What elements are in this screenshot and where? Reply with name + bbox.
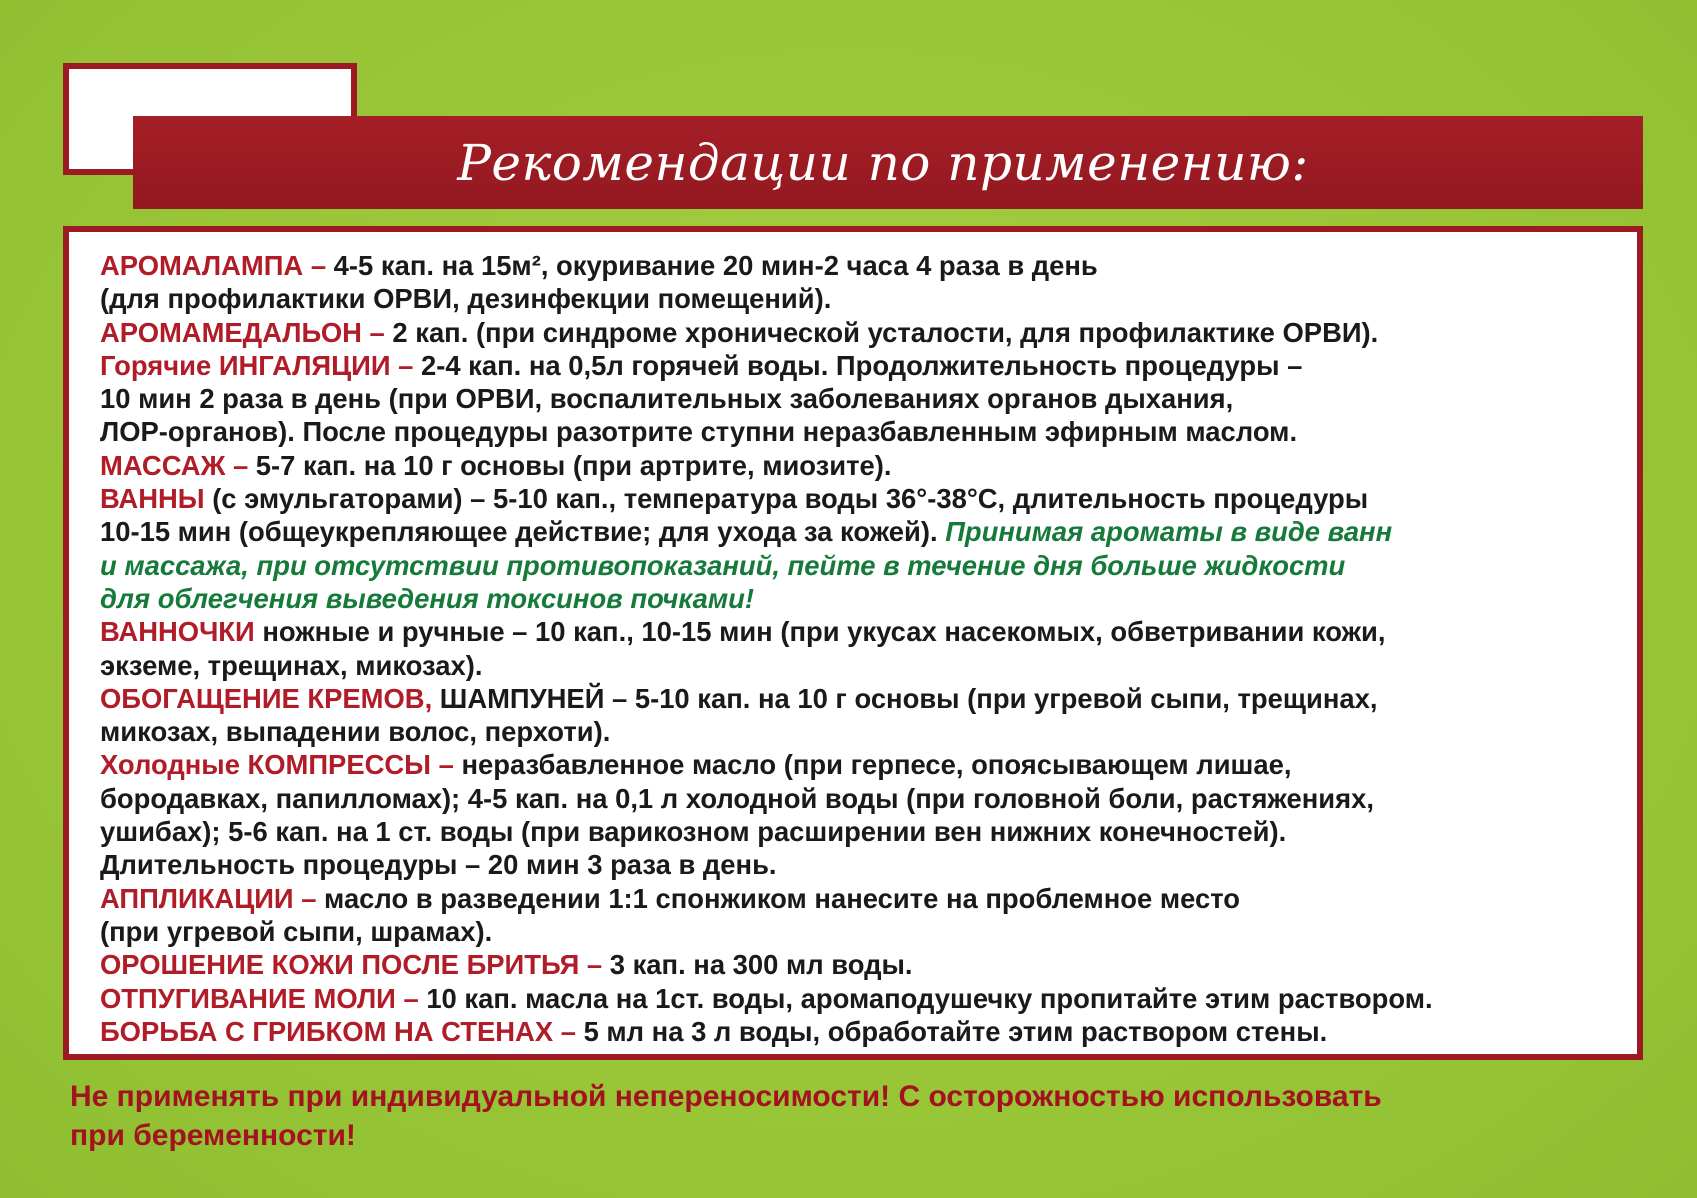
- method-name: АРОМАМЕДАЛЬОН –: [100, 316, 385, 348]
- method-text: 4-5 кап. на 15м², окуривание 20 мин-2 часа 4 раза в день: [326, 250, 1098, 281]
- method-name: АППЛИКАЦИИ –: [100, 882, 317, 914]
- instruction-moth: [100, 982, 1637, 1015]
- method-text: ножные и ручные – 10 кап., 10-15 мин (при укусах насекомых, обветривании кожи,: [254, 616, 1386, 648]
- instruction-fungus: [100, 1015, 1637, 1048]
- warning-text: [70, 1077, 1650, 1155]
- method-name: Холодные КОМПРЕССЫ –: [100, 749, 454, 781]
- instruction-line: ушибах); 5-6 кап. на 1 ст. воды (при варикозном расширении вен нижних конечностей).: [100, 816, 1287, 848]
- bath-note: для облегчения выведения токсинов почками!: [100, 582, 754, 614]
- instruction-line: ЛОР-органов). После процедуры разотрите ступни неразбавленным эфирным маслом.: [100, 416, 1298, 448]
- method-text: 2-4 кап. на 0,5л горячей воды. Продолжительность процедуры –: [413, 349, 1303, 381]
- instruction-creams: [100, 682, 1637, 715]
- method-name: МАССАЖ –: [100, 449, 249, 481]
- instruction-applications: [100, 882, 1637, 915]
- method-text: неразбавленное масло (при герпесе, опоясывающем лишае,: [453, 749, 1292, 781]
- method-name: ВАННЫ: [100, 483, 205, 515]
- instruction-line: (для профилактики ОРВИ, дезинфекции помещений).: [100, 283, 832, 315]
- method-name: ОТПУГИВАНИЕ МОЛИ –: [100, 982, 419, 1014]
- method-name: ВАННОЧКИ: [100, 616, 255, 648]
- instruction-line: экземе, трещинах, микозах).: [100, 649, 483, 681]
- method-name: Горячие ИНГАЛЯЦИИ –: [100, 349, 414, 381]
- method-name: АРОМАЛАМПА –: [100, 250, 327, 281]
- method-name: ОРОШЕНИЕ КОЖИ ПОСЛЕ БРИТЬЯ –: [100, 949, 603, 981]
- instruction-line: 10 мин 2 раза в день (при ОРВИ, воспалительных заболеваниях органов дыхания,: [100, 383, 1234, 415]
- instruction-line: (при угревой сыпи, шрамах).: [100, 915, 493, 947]
- method-name: ОБОГАЩЕНИЕ КРЕМОВ,: [100, 682, 433, 714]
- instruction-aromalampa: [100, 249, 1637, 282]
- method-text: 5 мл на 3 л воды, обработайте этим раствором стены.: [575, 1015, 1328, 1047]
- method-text: (с эмульгаторами) – 5-10 кап., температура воды 36°-38°С, длительность процедуры: [204, 483, 1369, 515]
- instruction-compresses: [100, 748, 1637, 781]
- page-title: Рекомендации по применению:: [457, 133, 1309, 192]
- method-text: 2 кап. (при синдроме хронической усталости, для профилактике ОРВИ).: [384, 316, 1379, 348]
- instruction-shaving: [100, 948, 1637, 981]
- method-text: ШАМПУНЕЙ – 5-10 кап. на 10 г основы (при угревой сыпи, трещинах,: [432, 682, 1378, 714]
- instruction-line: Длительность процедуры – 20 мин 3 раза в день.: [100, 849, 777, 881]
- instruction-line: микозах, выпадении волос, перхоти).: [100, 716, 611, 748]
- method-name: БОРЬБА С ГРИБКОМ НА СТЕНАХ –: [100, 1015, 576, 1047]
- bath-note: и массажа, при отсутствии противопоказаний, пейте в течение дня больше жидкости: [100, 549, 1346, 581]
- method-text: 3 кап. на 300 мл воды.: [602, 949, 913, 981]
- method-text: 10 кап. масла на 1ст. воды, аромаподушечку пропитайте этим раствором.: [418, 982, 1433, 1014]
- instruction-aromamedalon: [100, 316, 1637, 349]
- instruction-massage: [100, 449, 1637, 482]
- instruction-small-baths: [100, 615, 1637, 648]
- title-banner: [133, 116, 1643, 209]
- bath-note: Принимая ароматы в виде ванн: [937, 516, 1393, 548]
- method-text: 5-7 кап. на 10 г основы (при артрите, миозите).: [248, 449, 892, 481]
- warning-line: при беременности!: [70, 1119, 356, 1152]
- warning-line: Не применять при индивидуальной непереносимости! С осторожностью использовать: [70, 1080, 1382, 1113]
- instruction-inhalations: [100, 349, 1637, 382]
- instruction-line: [100, 515, 1637, 548]
- instruction-line: бородавках, папилломах); 4-5 кап. на 0,1 л холодной воды (при головной боли, растяжениях,: [100, 782, 1374, 814]
- method-text: 10-15 мин (общеукрепляющее действие; для ухода за кожей).: [100, 516, 938, 548]
- method-text: масло в разведении 1:1 спонжиком нанесите на проблемное место: [316, 882, 1241, 914]
- instruction-baths: [100, 482, 1637, 515]
- instructions-panel: [63, 226, 1643, 1060]
